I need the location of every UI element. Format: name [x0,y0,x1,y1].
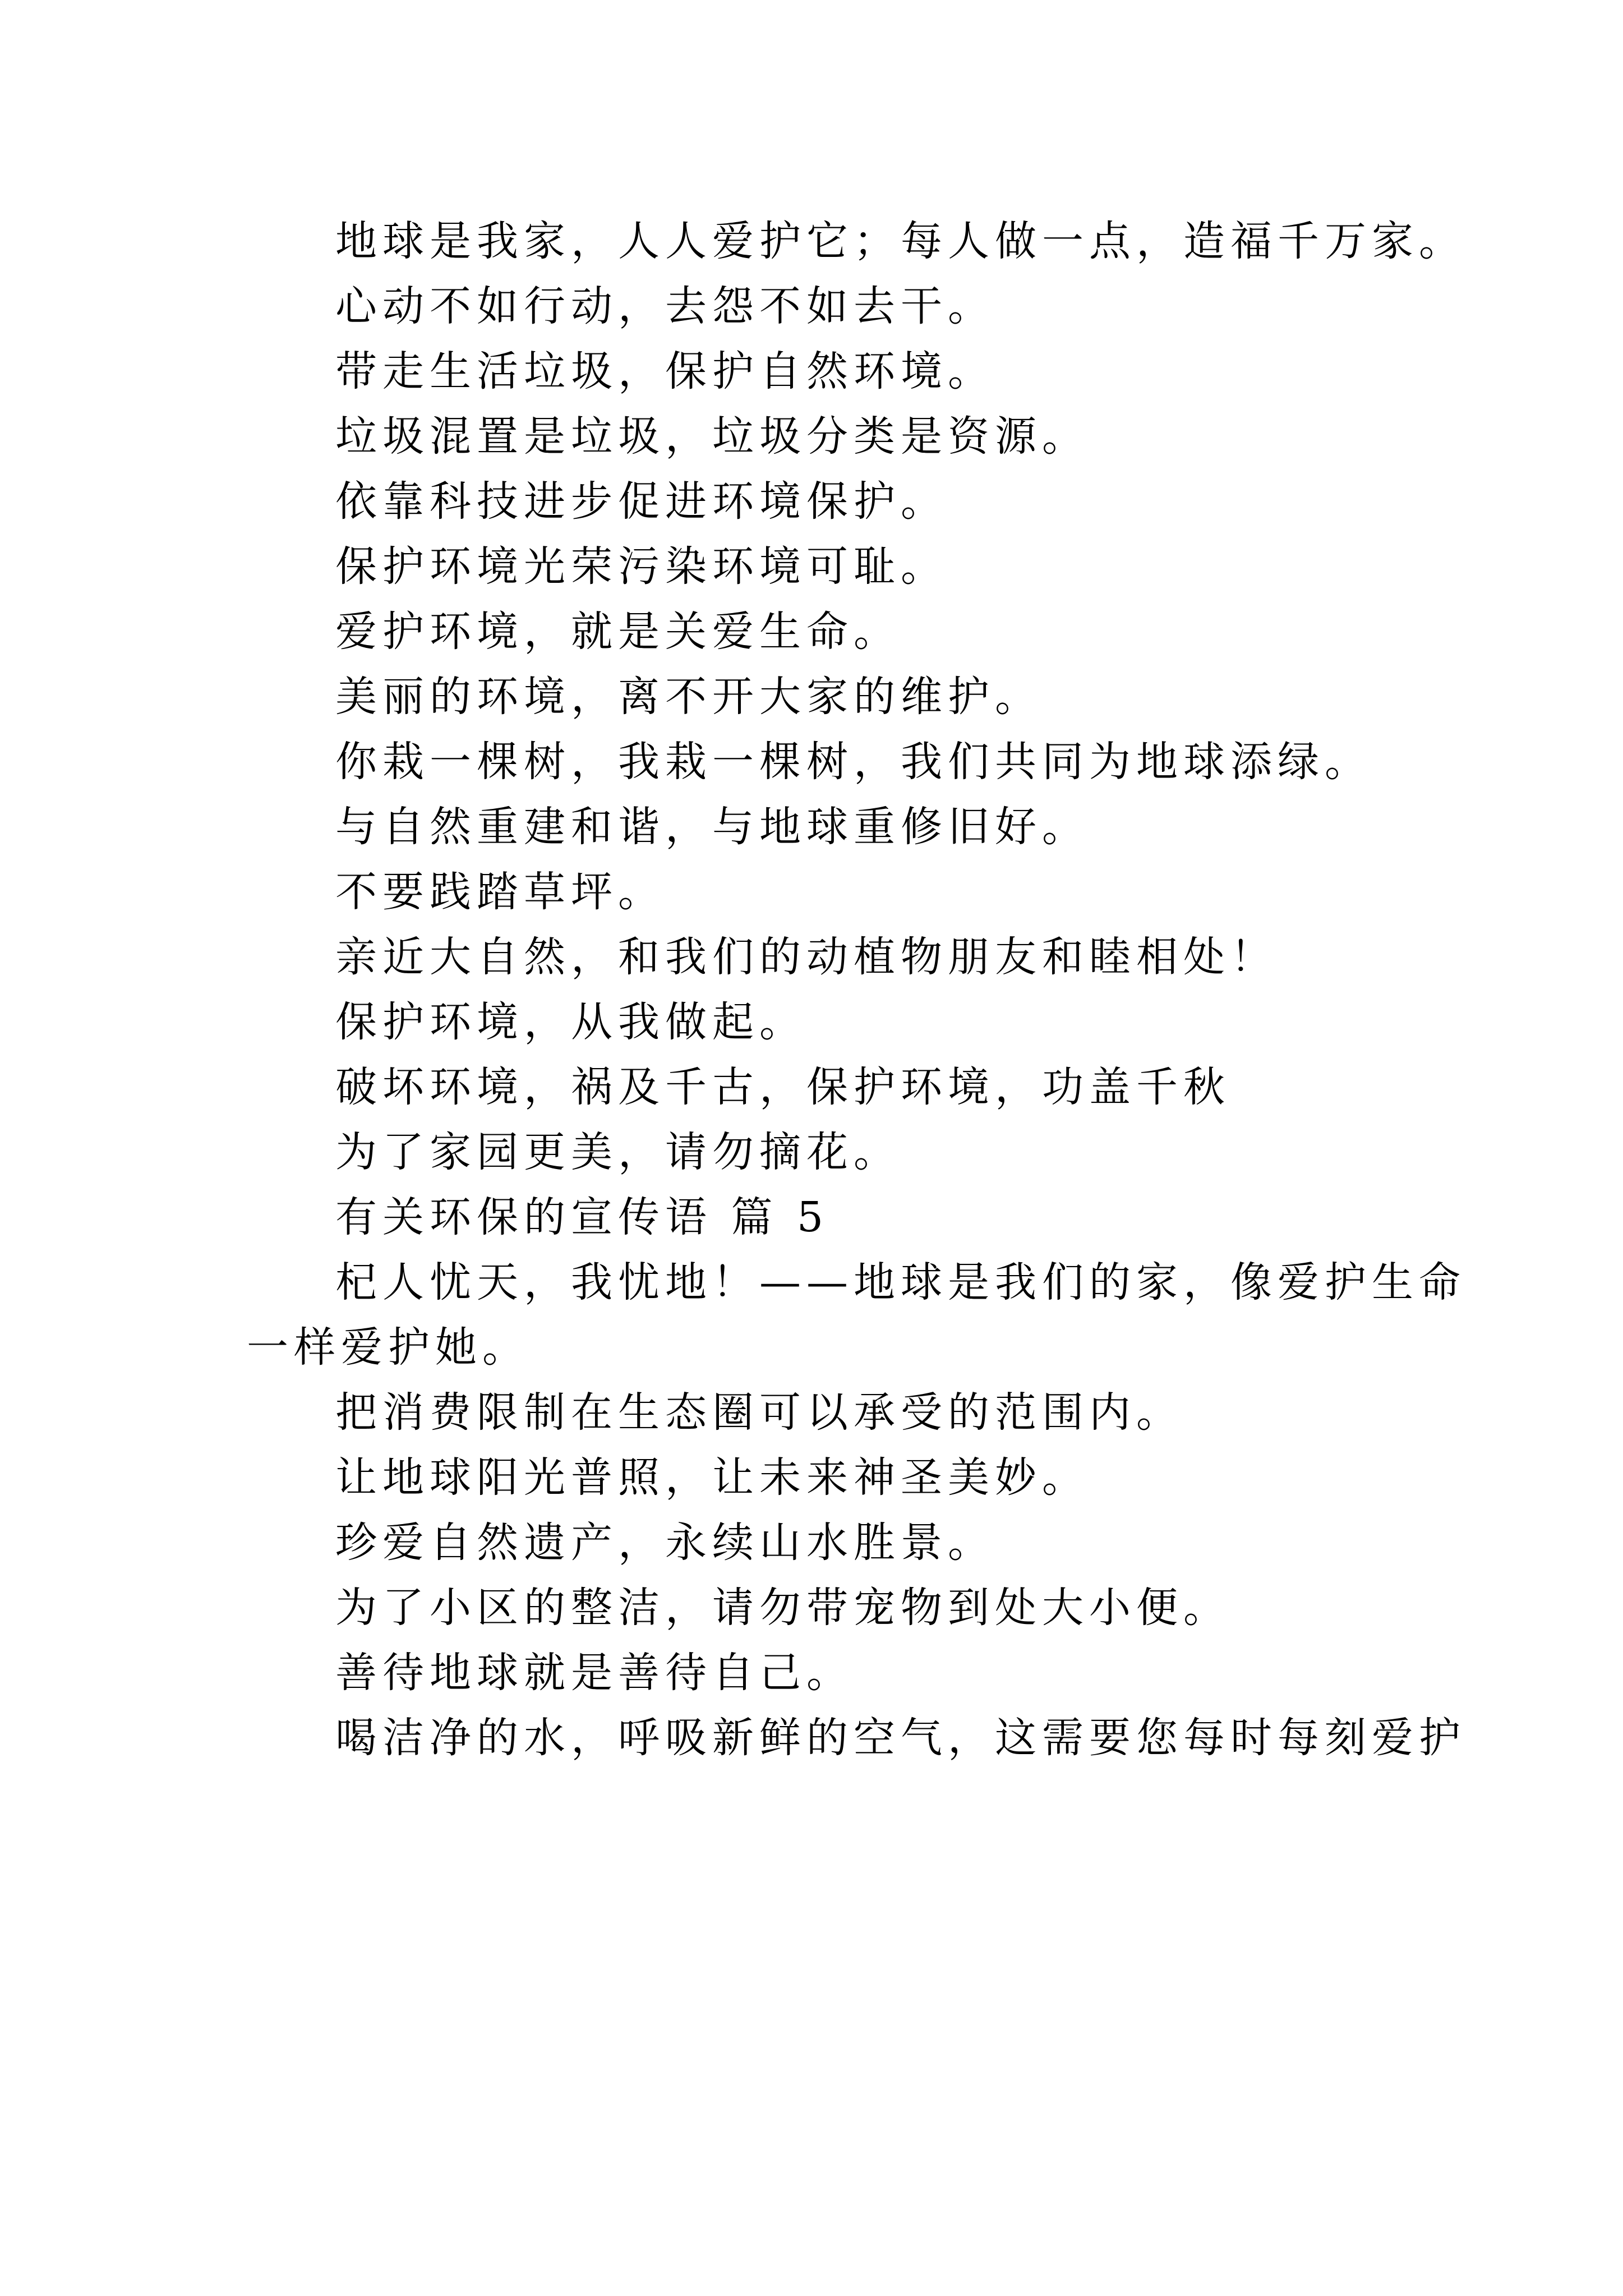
text-line: 地球是我家，人人爱护它；每人做一点，造福千万家。 [335,217,1466,265]
text-line: 美丽的环境，离不开大家的维护。 [335,673,1042,721]
text-line: 保护环境，从我做起。 [335,998,806,1046]
text-line: 把消费限制在生态圈可以承受的范围内。 [335,1388,1183,1437]
text-line: 善待地球就是善待自己。 [335,1649,854,1697]
text-line: 不要践踏草坪。 [335,868,665,916]
text-line: 为了家园更美，请勿摘花。 [335,1128,901,1176]
text-line: 杞人忧天，我忧地！——地球是我们的家，像爱护生命 [335,1258,1466,1306]
text-line: 破坏环境，祸及千古，保护环境，功盖千秋 [335,1063,1230,1111]
text-line: 喝洁净的水，呼吸新鲜的空气，这需要您每时每刻爱护 [335,1714,1466,1762]
section-heading: 有关环保的宣传语 篇 5 [335,1193,829,1241]
text-line: 珍爱自然遗产，永续山水胜景。 [335,1519,995,1567]
text-line: 你栽一棵树，我栽一棵树，我们共同为地球添绿。 [335,738,1372,786]
text-line: 垃圾混置是垃圾，垃圾分类是资源。 [335,412,1089,461]
text-line: 带走生活垃圾，保护自然环境。 [335,347,995,395]
text-line: 与自然重建和谐，与地球重修旧好。 [335,803,1089,851]
text-line: 亲近大自然，和我们的动植物朋友和睦相处！ [335,933,1278,981]
text-line: 让地球阳光普照，让未来神圣美妙。 [335,1453,1089,1502]
text-line: 保护环境光荣污染环境可耻。 [335,542,948,591]
text-line: 为了小区的整洁，请勿带宠物到处大小便。 [335,1584,1230,1632]
text-line: 心动不如行动，去怨不如去干。 [335,282,995,330]
text-line: 爱护环境，就是关爱生命。 [335,608,901,656]
text-line-continuation: 一样爱护她。 [247,1323,529,1372]
document-body [247,209,1466,1770]
text-line: 依靠科技进步促进环境保护。 [335,477,948,526]
